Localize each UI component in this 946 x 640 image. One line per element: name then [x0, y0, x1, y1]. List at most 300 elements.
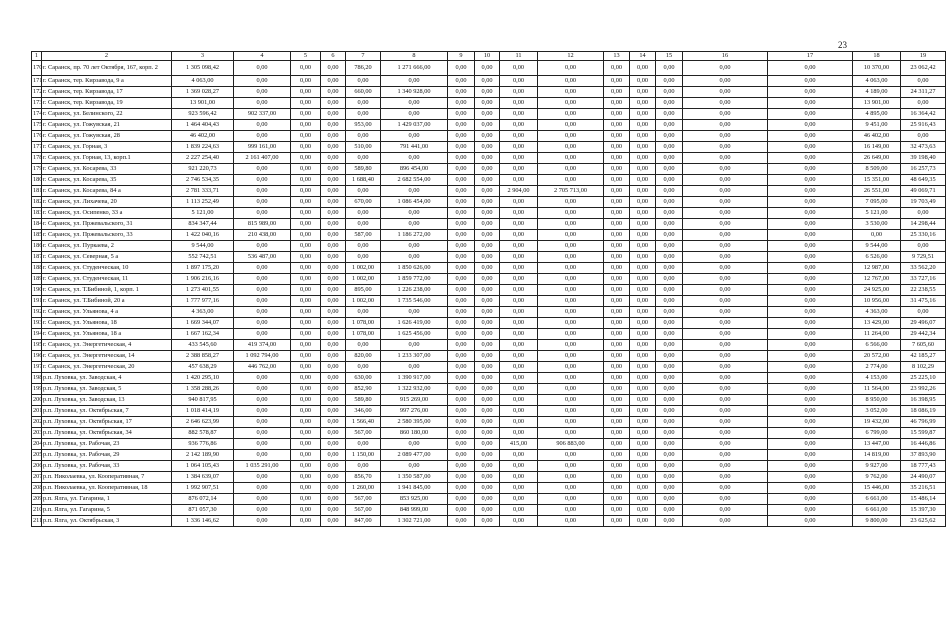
- amount-cell: 0,00: [234, 494, 291, 505]
- amount-cell: 14 819,00: [853, 450, 901, 461]
- address-cell: р.п. Ялга, ул. Гагарина, 5: [42, 505, 172, 516]
- amount-cell: 0,00: [346, 307, 381, 318]
- amount-cell: 999 161,00: [234, 142, 291, 153]
- amount-cell: 936 776,86: [172, 439, 234, 450]
- row-number-cell: 186: [32, 241, 42, 252]
- amount-cell: 0,00: [291, 219, 321, 230]
- amount-cell: 0,00: [475, 109, 500, 120]
- amount-cell: 0,00: [321, 164, 346, 175]
- amount-cell: 22 238,55: [901, 285, 946, 296]
- amount-cell: 0,00: [768, 516, 853, 527]
- amount-cell: 0,00: [500, 384, 538, 395]
- amount-cell: 0,00: [604, 285, 630, 296]
- amount-cell: 0,00: [768, 362, 853, 373]
- amount-cell: 0,00: [475, 142, 500, 153]
- amount-cell: 0,00: [346, 208, 381, 219]
- amount-cell: 0,00: [475, 153, 500, 164]
- amount-cell: 0,00: [538, 505, 604, 516]
- amount-cell: 0,00: [683, 98, 768, 109]
- table-row: [32, 186, 946, 197]
- amount-cell: 0,00: [768, 351, 853, 362]
- address-cell: г. Саранск, ул. Т.Бибиной, 1, корп. 1: [42, 285, 172, 296]
- amount-cell: 0,00: [291, 406, 321, 417]
- amount-cell: 0,00: [538, 417, 604, 428]
- amount-cell: 0,00: [656, 340, 683, 351]
- amount-cell: 0,00: [234, 208, 291, 219]
- amount-cell: 0,00: [604, 505, 630, 516]
- row-number-cell: 203: [32, 428, 42, 439]
- amount-cell: 0,00: [604, 263, 630, 274]
- amount-cell: 940 817,95: [172, 395, 234, 406]
- amount-cell: 1 064 105,43: [172, 461, 234, 472]
- amount-cell: 0,00: [768, 373, 853, 384]
- column-header: 4: [234, 52, 291, 61]
- amount-cell: 0,00: [656, 307, 683, 318]
- amount-cell: 587,00: [346, 230, 381, 241]
- amount-cell: 0,00: [656, 219, 683, 230]
- amount-cell: 0,00: [604, 131, 630, 142]
- column-header: 16: [683, 52, 768, 61]
- amount-cell: 0,00: [475, 61, 500, 76]
- row-number-cell: 204: [32, 439, 42, 450]
- address-cell: р.п. Николаевка, ул. Кооперативная, 18: [42, 483, 172, 494]
- table-header-row: [32, 52, 946, 61]
- amount-cell: 0,00: [500, 296, 538, 307]
- amount-cell: 0,00: [538, 252, 604, 263]
- amount-cell: 0,00: [683, 131, 768, 142]
- amount-cell: 0,00: [381, 241, 448, 252]
- row-number-cell: 195: [32, 340, 42, 351]
- table-row: [32, 450, 946, 461]
- amount-cell: 0,00: [683, 241, 768, 252]
- amount-cell: 902 337,00: [234, 109, 291, 120]
- amount-cell: 0,00: [656, 153, 683, 164]
- row-number-cell: 188: [32, 263, 42, 274]
- amount-cell: 0,00: [346, 131, 381, 142]
- address-cell: р.п. Луховка, ул. Октябрьская, 34: [42, 428, 172, 439]
- amount-cell: 0,00: [630, 296, 656, 307]
- amount-cell: 0,00: [448, 307, 475, 318]
- amount-cell: 0,00: [500, 483, 538, 494]
- amount-cell: 1 002,00: [346, 296, 381, 307]
- amount-cell: 1 092 794,00: [234, 351, 291, 362]
- table-row: [32, 164, 946, 175]
- amount-cell: 0,00: [768, 307, 853, 318]
- amount-cell: 1 669 344,07: [172, 318, 234, 329]
- amount-cell: 0,00: [768, 186, 853, 197]
- amount-cell: 536 487,00: [234, 252, 291, 263]
- amount-cell: 0,00: [475, 219, 500, 230]
- amount-cell: 12 767,00: [853, 274, 901, 285]
- amount-cell: 1 667 162,34: [172, 329, 234, 340]
- amount-cell: 630,00: [346, 373, 381, 384]
- amount-cell: 0,00: [656, 472, 683, 483]
- address-cell: р.п. Луховка, ул. Рабочая, 33: [42, 461, 172, 472]
- amount-cell: 0,00: [291, 230, 321, 241]
- amount-cell: 0,00: [291, 186, 321, 197]
- amount-cell: 4 189,00: [853, 87, 901, 98]
- amount-cell: 876 072,14: [172, 494, 234, 505]
- table-row: [32, 483, 946, 494]
- amount-cell: 0,00: [538, 428, 604, 439]
- amount-cell: 15 486,14: [901, 494, 946, 505]
- amount-cell: 0,00: [768, 120, 853, 131]
- amount-cell: 9 544,00: [172, 241, 234, 252]
- amount-cell: 0,00: [475, 318, 500, 329]
- amount-cell: 0,00: [475, 241, 500, 252]
- amount-cell: 0,00: [291, 373, 321, 384]
- amount-cell: 0,00: [475, 351, 500, 362]
- amount-cell: 0,00: [538, 340, 604, 351]
- amount-cell: 0,00: [234, 76, 291, 87]
- amount-cell: 0,00: [768, 197, 853, 208]
- amount-cell: 0,00: [768, 175, 853, 186]
- amount-cell: 0,00: [500, 373, 538, 384]
- amount-cell: 0,00: [234, 120, 291, 131]
- amount-cell: 0,00: [291, 494, 321, 505]
- column-header: 2: [42, 52, 172, 61]
- amount-cell: 0,00: [475, 274, 500, 285]
- table-row: [32, 208, 946, 219]
- amount-cell: 0,00: [683, 219, 768, 230]
- amount-cell: 19 703,49: [901, 197, 946, 208]
- amount-cell: 0,00: [538, 263, 604, 274]
- amount-cell: 0,00: [683, 417, 768, 428]
- amount-cell: 0,00: [683, 307, 768, 318]
- amount-cell: 0,00: [683, 263, 768, 274]
- amount-cell: 0,00: [683, 175, 768, 186]
- amount-cell: 13 447,00: [853, 439, 901, 450]
- amount-cell: 856,70: [346, 472, 381, 483]
- address-cell: р.п. Николаевка, ул. Кооперативная, 7: [42, 472, 172, 483]
- amount-cell: 0,00: [448, 516, 475, 527]
- amount-cell: 6 526,00: [853, 252, 901, 263]
- column-header: 14: [630, 52, 656, 61]
- amount-cell: 0,00: [475, 340, 500, 351]
- amount-cell: 0,00: [346, 186, 381, 197]
- amount-cell: 0,00: [448, 472, 475, 483]
- amount-cell: 0,00: [381, 98, 448, 109]
- amount-cell: 0,00: [768, 461, 853, 472]
- amount-cell: 0,00: [234, 417, 291, 428]
- amount-cell: 0,00: [656, 384, 683, 395]
- amount-cell: 0,00: [656, 142, 683, 153]
- amount-cell: 0,00: [475, 98, 500, 109]
- amount-cell: 0,00: [630, 208, 656, 219]
- amount-cell: 0,00: [768, 428, 853, 439]
- amount-cell: 0,00: [768, 494, 853, 505]
- amount-cell: 16 149,00: [853, 142, 901, 153]
- amount-cell: 786,20: [346, 61, 381, 76]
- amount-cell: 0,00: [500, 461, 538, 472]
- amount-cell: 0,00: [630, 417, 656, 428]
- amount-cell: 1 566,40: [346, 417, 381, 428]
- amount-cell: 11 564,00: [853, 384, 901, 395]
- amount-cell: 0,00: [448, 208, 475, 219]
- amount-cell: 0,00: [630, 395, 656, 406]
- amount-cell: 33 562,20: [901, 263, 946, 274]
- amount-cell: 0,00: [630, 362, 656, 373]
- amount-cell: 13 901,00: [172, 98, 234, 109]
- amount-cell: 0,00: [656, 98, 683, 109]
- amount-cell: 15 351,00: [853, 175, 901, 186]
- amount-cell: 26 649,00: [853, 153, 901, 164]
- amount-cell: 0,00: [448, 76, 475, 87]
- amount-cell: 0,00: [538, 494, 604, 505]
- column-header: 6: [321, 52, 346, 61]
- amount-cell: 0,00: [321, 351, 346, 362]
- amount-cell: 852,90: [346, 384, 381, 395]
- amount-cell: 0,00: [604, 186, 630, 197]
- address-cell: г. Саранск, ул. Пржевальского, 31: [42, 219, 172, 230]
- amount-cell: 0,00: [321, 450, 346, 461]
- row-number-cell: 187: [32, 252, 42, 263]
- row-number-cell: 211: [32, 516, 42, 527]
- amount-cell: 0,00: [448, 263, 475, 274]
- amount-cell: 0,00: [475, 362, 500, 373]
- amount-cell: 0,00: [321, 252, 346, 263]
- amount-cell: 0,00: [630, 252, 656, 263]
- amount-cell: 953,00: [346, 120, 381, 131]
- amount-cell: 0,00: [234, 241, 291, 252]
- amount-cell: 0,00: [604, 406, 630, 417]
- amount-cell: 0,00: [234, 296, 291, 307]
- address-cell: г. Саранск, ул. Энергетическая, 4: [42, 340, 172, 351]
- amount-cell: 0,00: [475, 472, 500, 483]
- amount-cell: 0,00: [475, 516, 500, 527]
- amount-cell: 2 580 395,00: [381, 417, 448, 428]
- amount-cell: 0,00: [500, 406, 538, 417]
- amount-cell: 2 774,00: [853, 362, 901, 373]
- amount-cell: 0,00: [656, 329, 683, 340]
- amount-cell: 2 781 333,71: [172, 186, 234, 197]
- amount-cell: 0,00: [538, 318, 604, 329]
- amount-cell: 0,00: [346, 219, 381, 230]
- amount-cell: 2 142 189,90: [172, 450, 234, 461]
- page-number: 23: [838, 40, 847, 50]
- amount-cell: 0,00: [475, 76, 500, 87]
- amount-cell: 0,00: [768, 208, 853, 219]
- amount-cell: 0,00: [448, 61, 475, 76]
- amount-cell: 0,00: [500, 76, 538, 87]
- amount-cell: 1 273 401,55: [172, 285, 234, 296]
- amount-cell: 0,00: [234, 439, 291, 450]
- amount-cell: 0,00: [291, 483, 321, 494]
- amount-cell: 0,00: [475, 87, 500, 98]
- amount-cell: 346,00: [346, 406, 381, 417]
- table-row: [32, 351, 946, 362]
- address-cell: г. Саранск, ул. Осипенко, 33 а: [42, 208, 172, 219]
- row-number-cell: 202: [32, 417, 42, 428]
- amount-cell: 0,00: [538, 461, 604, 472]
- amount-cell: 1 897 175,20: [172, 263, 234, 274]
- amount-cell: 0,00: [768, 296, 853, 307]
- row-number-cell: 171: [32, 76, 42, 87]
- amount-cell: 0,00: [321, 494, 346, 505]
- table-body: [32, 61, 946, 527]
- table-row: [32, 61, 946, 76]
- amount-cell: 9 762,00: [853, 472, 901, 483]
- amount-cell: 6 661,00: [853, 494, 901, 505]
- amount-cell: 0,00: [768, 252, 853, 263]
- amount-cell: 0,00: [448, 494, 475, 505]
- amount-cell: 1 226 238,00: [381, 285, 448, 296]
- column-header: 11: [500, 52, 538, 61]
- address-cell: г. Саранск, ул. Пуркаева, 2: [42, 241, 172, 252]
- table-row: [32, 373, 946, 384]
- amount-cell: 0,00: [500, 153, 538, 164]
- amount-cell: 0,00: [291, 274, 321, 285]
- column-header: 3: [172, 52, 234, 61]
- amount-cell: 0,00: [604, 450, 630, 461]
- amount-cell: 921 220,73: [172, 164, 234, 175]
- amount-cell: 0,00: [291, 318, 321, 329]
- amount-cell: 1 390 917,00: [381, 373, 448, 384]
- row-number-cell: 173: [32, 98, 42, 109]
- amount-cell: 0,00: [604, 76, 630, 87]
- amount-cell: 0,00: [321, 230, 346, 241]
- amount-cell: 0,00: [475, 230, 500, 241]
- amount-cell: 2 746 534,35: [172, 175, 234, 186]
- amount-cell: 0,00: [768, 219, 853, 230]
- amount-cell: 0,00: [346, 98, 381, 109]
- amount-cell: 0,00: [683, 142, 768, 153]
- amount-cell: 0,00: [321, 142, 346, 153]
- amount-cell: 0,00: [500, 329, 538, 340]
- amount-cell: 0,00: [291, 131, 321, 142]
- amount-cell: 0,00: [500, 197, 538, 208]
- amount-cell: 0,00: [234, 395, 291, 406]
- amount-cell: 0,00: [538, 197, 604, 208]
- amount-cell: 0,00: [475, 252, 500, 263]
- amount-cell: 9 927,00: [853, 461, 901, 472]
- amount-cell: 42 185,27: [901, 351, 946, 362]
- amount-cell: 0,00: [475, 263, 500, 274]
- amount-cell: 0,00: [683, 61, 768, 76]
- amount-cell: 0,00: [768, 164, 853, 175]
- amount-cell: 0,00: [901, 131, 946, 142]
- amount-cell: 0,00: [683, 439, 768, 450]
- amount-cell: 1 113 252,49: [172, 197, 234, 208]
- amount-cell: 906 883,00: [538, 439, 604, 450]
- amount-cell: 0,00: [448, 318, 475, 329]
- table-row: [32, 340, 946, 351]
- row-number-cell: 205: [32, 450, 42, 461]
- amount-cell: 0,00: [291, 296, 321, 307]
- amount-cell: 0,00: [630, 230, 656, 241]
- amount-cell: 0,00: [321, 373, 346, 384]
- address-cell: г. Саранск, ул. Пржевальского, 33: [42, 230, 172, 241]
- amount-cell: 1 002,00: [346, 263, 381, 274]
- amount-cell: 0,00: [656, 197, 683, 208]
- amount-cell: 48 649,35: [901, 175, 946, 186]
- amount-cell: 0,00: [538, 274, 604, 285]
- amount-cell: 815 989,00: [234, 219, 291, 230]
- amount-cell: 0,00: [656, 395, 683, 406]
- amount-cell: 19 432,00: [853, 417, 901, 428]
- amount-cell: 1 018 414,19: [172, 406, 234, 417]
- amount-cell: 0,00: [768, 98, 853, 109]
- amount-cell: 1 625 456,00: [381, 329, 448, 340]
- row-number-cell: 196: [32, 351, 42, 362]
- amount-cell: 419 374,00: [234, 340, 291, 351]
- row-number-cell: 184: [32, 219, 42, 230]
- amount-cell: 0,00: [500, 230, 538, 241]
- amount-cell: 0,00: [683, 109, 768, 120]
- amount-cell: 0,00: [448, 197, 475, 208]
- address-cell: г. Саранск, ул. Т.Бибиной, 20 а: [42, 296, 172, 307]
- amount-cell: 1 422 040,16: [172, 230, 234, 241]
- amount-cell: 0,00: [475, 450, 500, 461]
- amount-cell: 0,00: [656, 76, 683, 87]
- amount-cell: 834 347,44: [172, 219, 234, 230]
- table-row: [32, 329, 946, 340]
- amount-cell: 20 572,00: [853, 351, 901, 362]
- amount-cell: 0,00: [291, 197, 321, 208]
- amount-cell: 0,00: [291, 516, 321, 527]
- amount-cell: 0,00: [291, 461, 321, 472]
- amount-cell: 33 727,16: [901, 274, 946, 285]
- amount-cell: 0,00: [321, 428, 346, 439]
- amount-cell: 0,00: [768, 230, 853, 241]
- table-row: [32, 219, 946, 230]
- amount-cell: 0,00: [683, 384, 768, 395]
- amount-cell: 0,00: [500, 395, 538, 406]
- amount-cell: 0,00: [683, 351, 768, 362]
- row-number-cell: 176: [32, 131, 42, 142]
- amount-cell: 0,00: [475, 186, 500, 197]
- amount-cell: 0,00: [656, 120, 683, 131]
- table-row: [32, 417, 946, 428]
- amount-cell: 0,00: [321, 87, 346, 98]
- row-number-cell: 172: [32, 87, 42, 98]
- address-cell: г. Саранск, ул. Энергетическая, 14: [42, 351, 172, 362]
- amount-cell: 0,00: [683, 494, 768, 505]
- amount-cell: 0,00: [604, 494, 630, 505]
- amount-cell: 0,00: [538, 120, 604, 131]
- amount-cell: 0,00: [346, 362, 381, 373]
- column-header: 8: [381, 52, 448, 61]
- amount-cell: 0,00: [630, 483, 656, 494]
- amount-cell: 0,00: [768, 439, 853, 450]
- amount-cell: 0,00: [291, 329, 321, 340]
- amount-cell: 0,00: [604, 98, 630, 109]
- amount-cell: 0,00: [630, 61, 656, 76]
- amount-cell: 589,80: [346, 164, 381, 175]
- amount-cell: 567,00: [346, 428, 381, 439]
- amount-cell: 0,00: [538, 230, 604, 241]
- amount-cell: 882 578,87: [172, 428, 234, 439]
- row-number-cell: 197: [32, 362, 42, 373]
- amount-cell: 0,00: [500, 263, 538, 274]
- amount-cell: 0,00: [321, 417, 346, 428]
- amount-cell: 415,00: [500, 439, 538, 450]
- amount-cell: 0,00: [538, 395, 604, 406]
- amount-cell: 8 102,29: [901, 362, 946, 373]
- amount-cell: 0,00: [291, 384, 321, 395]
- amount-cell: 0,00: [448, 461, 475, 472]
- amount-cell: 0,00: [604, 61, 630, 76]
- amount-cell: 0,00: [448, 351, 475, 362]
- address-cell: г. Саранск, ул. Ульянова, 18: [42, 318, 172, 329]
- table-row: [32, 197, 946, 208]
- amount-cell: 0,00: [630, 164, 656, 175]
- amount-cell: 0,00: [291, 241, 321, 252]
- amount-cell: 0,00: [683, 373, 768, 384]
- row-number-cell: 182: [32, 197, 42, 208]
- column-header: 7: [346, 52, 381, 61]
- amount-cell: 0,00: [656, 285, 683, 296]
